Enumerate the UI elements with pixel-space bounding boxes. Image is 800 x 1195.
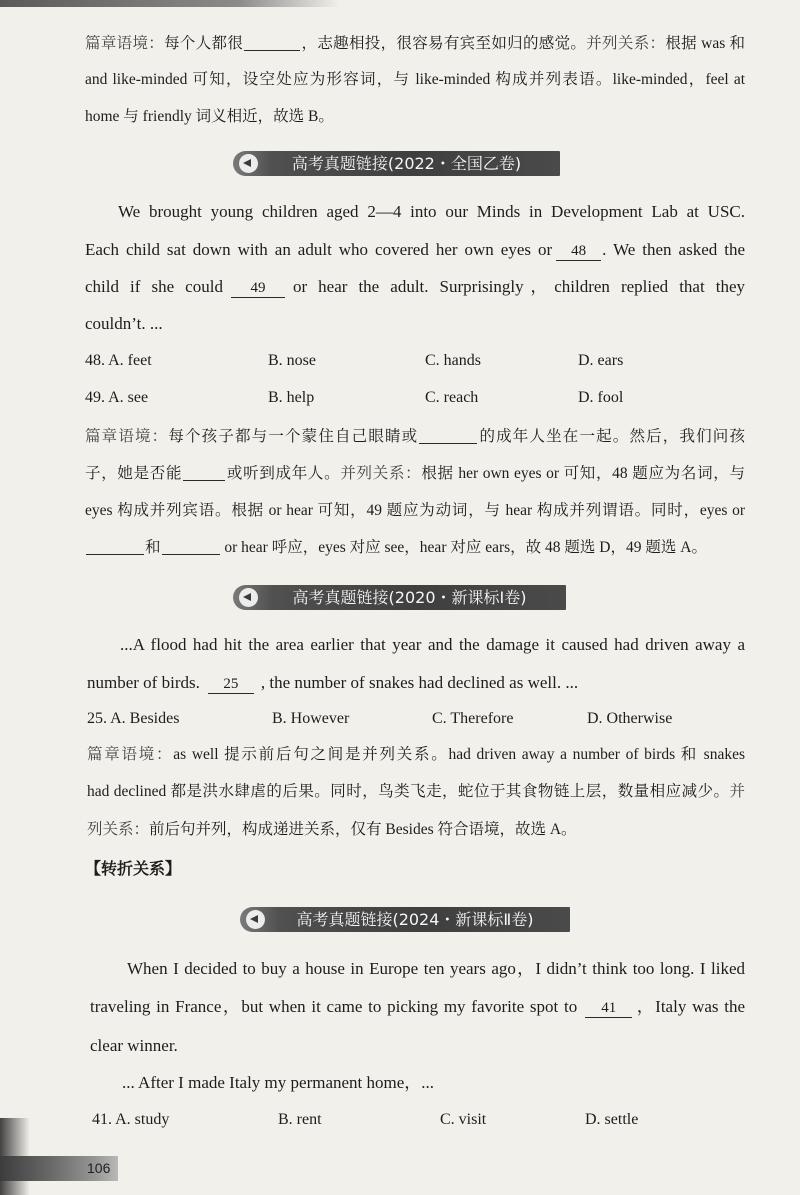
option-a: 48. A. feet (85, 352, 152, 369)
passage-line (120, 632, 745, 658)
analysis-line (85, 67, 745, 93)
text-segment: 前后句并列，构成递进关系，仅有 Besides 符合语境，故选 A。 (149, 821, 577, 838)
banner-title: 高考真题链接(2022・全国乙卷) (291, 154, 522, 173)
analysis-line (85, 424, 745, 450)
text-segment: couldn’t. ... (85, 314, 163, 333)
text-segment: When I decided to buy a house in Europe ten years ago，I didn’t think too long. I liked (127, 959, 745, 978)
option-c: C. Therefore (432, 710, 514, 727)
text-segment: . We then asked the (602, 240, 745, 259)
exam-link-banner (233, 585, 566, 610)
text-segment: 子，她是否能 (85, 465, 183, 482)
passage-line (85, 274, 745, 300)
text-segment: 根据 was 和 (665, 35, 745, 52)
analysis-line (87, 779, 745, 805)
option-c: C. hands (425, 352, 481, 369)
text-segment: ...A flood had hit the area earlier that year and the damage it caused had driven away a (120, 635, 745, 654)
blank-49: 49 (231, 278, 285, 298)
parallel-label: 列关系： (87, 821, 150, 838)
blank-25: 25 (208, 674, 254, 694)
answer-blank (162, 539, 220, 555)
exam-link-banner (240, 907, 570, 932)
option-a: 49. A. see (85, 389, 149, 406)
context-label: 篇章语境： (85, 35, 165, 52)
speaker-arrow-icon (246, 910, 265, 929)
banner-title: 高考真题链接(2024・新课标Ⅱ卷) (296, 910, 534, 929)
parallel-label: 并 (729, 783, 745, 800)
analysis-line (87, 742, 745, 768)
analysis-line (85, 498, 745, 524)
passage-line (118, 199, 745, 225)
text-segment: 每个孩子都与一个蒙住自己眼睛或 (168, 428, 419, 445)
exam-link-banner (233, 151, 560, 176)
text-segment: 的成年人坐在一起。然后，我们问孩 (478, 428, 745, 445)
option-d: D. ears (578, 352, 624, 369)
answer-blank (183, 465, 225, 481)
text-segment: eyes 构成并列宾语。根据 or hear 可知，49 题应为动词，与 hear 构成并列谓语。同时，eyes or (85, 502, 745, 519)
option-b: B. rent (278, 1111, 322, 1128)
text-segment: Each child sat down with an adult who covered her own eyes or (85, 240, 553, 259)
passage-line (122, 1070, 745, 1096)
text-segment: traveling in France，but when it came to picking my favorite spot to (90, 997, 578, 1016)
option-a: 25. A. Besides (87, 710, 180, 727)
blank-48: 48 (556, 241, 601, 261)
text-segment: 根据 her own eyes or 可知，48 题应为名词，与 (421, 465, 745, 482)
speaker-arrow-icon (239, 588, 258, 607)
context-label: 篇章语境： (85, 428, 169, 445)
text-segment: home 与 friendly 词义相近，故选 B。 (85, 108, 334, 125)
answer-blank (419, 428, 477, 444)
text-segment: clear winner. (90, 1036, 178, 1055)
text-segment: We brought young children aged 2—4 into our Minds in Development Lab at USC. (118, 202, 745, 221)
text-segment: ，Italy was the (635, 997, 746, 1016)
analysis-line (85, 104, 745, 130)
option-b: B. help (268, 389, 315, 406)
blank-41: 41 (585, 998, 632, 1018)
passage-line (90, 1033, 745, 1059)
text-segment: , the number of snakes had declined as well. ... (260, 673, 579, 692)
text-segment: 每个人都很 (164, 35, 244, 52)
text-segment: had declined 都是洪水肆虐的后果。同时，鸟类飞走，蛇位于其食物链上层，数量相应减少。 (87, 783, 730, 800)
text-segment: or hear the adult. Surprisingly，children replied that they (292, 277, 745, 296)
text-segment: 和 (145, 539, 161, 556)
parallel-label: 并列关系： (340, 465, 422, 482)
option-b: B. However (272, 710, 350, 727)
option-b: B. nose (268, 352, 316, 369)
page-number: 106 (87, 1160, 111, 1176)
text-segment: ... After I made Italy my permanent home，... (122, 1073, 435, 1092)
passage-line (127, 956, 745, 982)
passage-line (85, 311, 745, 337)
answer-blank (244, 35, 300, 51)
passage-line (87, 670, 745, 696)
option-d: D. Otherwise (587, 710, 673, 727)
passage-line (85, 237, 745, 263)
option-c: C. reach (425, 389, 479, 406)
text-segment: and like-minded 可知，设空处应为形容词，与 like-minded 构成并列表语。like-minded，feel at (85, 71, 745, 88)
section-heading: 【转折关系】 (85, 861, 182, 878)
passage-line (90, 994, 745, 1020)
analysis-line (87, 817, 745, 843)
option-c: C. visit (440, 1111, 487, 1128)
option-d: D. settle (585, 1111, 639, 1128)
text-segment: ，志趣相投，很容易有宾至如归的感觉。 (301, 35, 587, 52)
text-segment: as well 提示前后句之间是并列关系。had driven away a number of birds 和 snakes (173, 746, 745, 763)
header-strip (0, 0, 340, 7)
text-segment: 或听到成年人。 (226, 465, 341, 482)
option-d: D. fool (578, 389, 624, 406)
analysis-line (85, 535, 745, 561)
text-segment: child if she could (85, 277, 223, 296)
banner-title: 高考真题链接(2020・新课标Ⅰ卷) (292, 588, 527, 607)
speaker-arrow-icon (239, 154, 258, 173)
analysis-line (85, 461, 745, 487)
option-a: 41. A. study (92, 1111, 170, 1128)
text-segment: or hear 呼应，eyes 对应 see，hear 对应 ears，故 48 题选 D，49 题选 A。 (224, 539, 707, 556)
text-segment: number of birds. (87, 673, 200, 692)
parallel-label: 并列关系： (586, 35, 666, 52)
context-label: 篇章语境： (87, 746, 174, 763)
analysis-line (85, 31, 745, 57)
answer-blank (86, 539, 144, 555)
